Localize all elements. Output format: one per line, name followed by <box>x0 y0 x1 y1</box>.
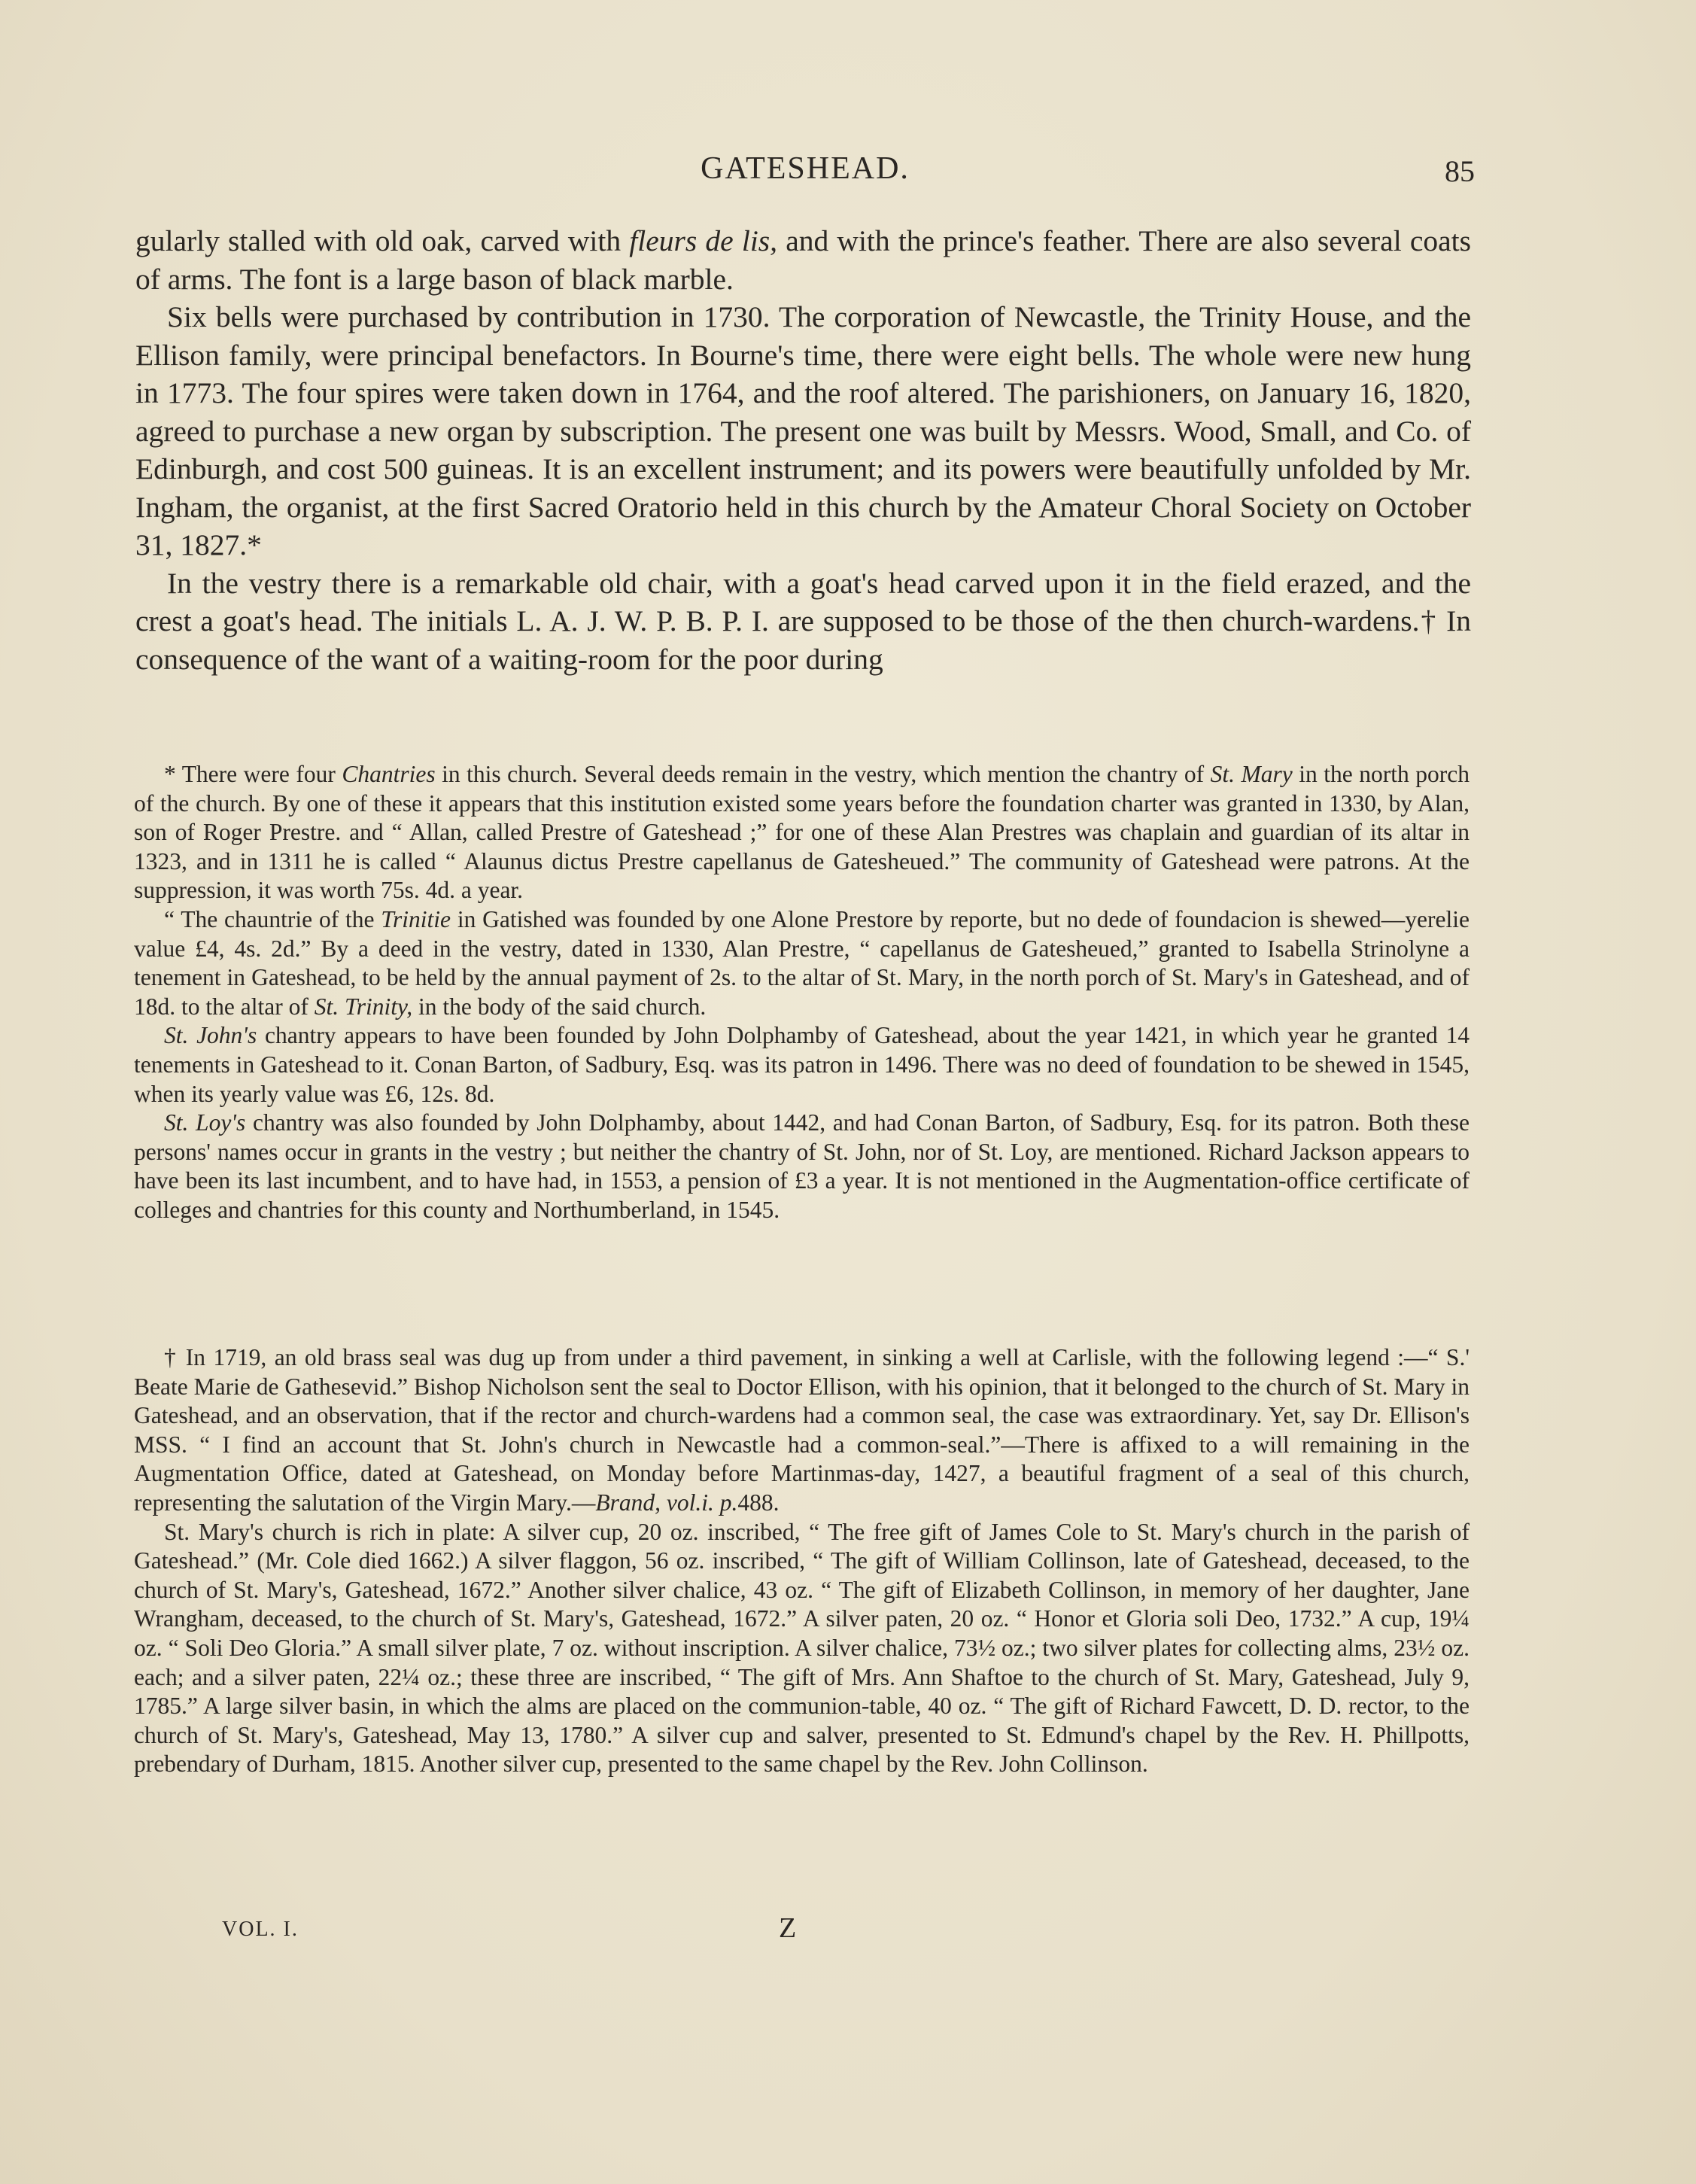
italic-run: Chantries <box>342 761 436 787</box>
paragraph-continuation <box>135 222 1471 298</box>
text-run: and with the prince's feather. There are also several coats of arms. The font is a large bason of black marble. <box>135 224 1471 296</box>
text-run: * There were four <box>164 761 342 787</box>
italic-run: St. Trinity, <box>314 993 413 1020</box>
main-text <box>135 222 1471 678</box>
italic-run: Trinitie <box>381 905 451 932</box>
italic-run: St. Loy's <box>164 1109 246 1136</box>
page-footer <box>135 1912 1471 1949</box>
text-run: † In 1719, an old brass seal was dug up from under a third pavement, in sinking a well at Carlisle, with the following legend :—“ S.' Beate Marie de Gathesevid.” Bishop Nicholson sent the seal to Doctor Ellison, with his opinion, that it belonged to the church of St. Mary in Gateshead, and an observation, that if the rector and church-wardens had a common seal, the case was extraordinary. Yet, say Dr. Ellison's MSS. “ I find an account that St. John's church in Newcastle had a common-seal.”—There is affixed to a will remaining in the Augmentation Office, dated at Gateshead, on Monday before Martinmas-day, 1427, a beautiful fragment of a seal of this church, representing the salutation of the Virgin Mary.— <box>134 1344 1470 1516</box>
text-run: chantry appears to have been founded by John Dolphamby of Gateshead, about the year 1421, in which year he granted 14 tenements in Gateshead to it. Conan Barton, of Sadbury, Esq. was its patron in 1496. There was no deed of foundation to be shewed in 1545, when its yearly value was £6, 12s. 8d. <box>134 1022 1470 1107</box>
text-run: chantry was also founded by John Dolphamby, about 1442, and had Conan Barton, of Sadbury, Esq. for its patron. Both these persons' names occur in grants in the vestry ; but neither the chantry of St. John, nor of St. Loy, are mentioned. Richard Jackson appears to have been its last incumbent, and to have had, in 1553, a pension of £3 a year. It is not mentioned in the Augmentation-office certificate of colleges and chantries for this county and Northumberland, in 1545. <box>134 1109 1470 1223</box>
page-number: 85 <box>1445 154 1475 188</box>
volume-label: VOL. I. <box>222 1918 299 1941</box>
footnote-paragraph <box>134 1343 1470 1518</box>
text-run: in the body of the said church. <box>412 993 707 1020</box>
text-run: in Gatished was founded by one Alone Prestore by reporte, but no dede of foundacion is shewed—yerelie value £4, 4s. 2d.” By a deed in the vestry, dated in 1330, Alan Prestre, “ capellanus de Gatesheued,” granted to Isabella Strinolyne a tenement in Gateshead, to be held by the annual payment of 2s. to the altar of St. Mary, in the north porch of St. Mary's in Gateshead, and of 18d. to the altar of <box>134 905 1470 1020</box>
running-title: GATESHEAD. <box>701 151 910 186</box>
paragraph-vestry: In the vestry there is a remarkable old chair, with a goat's head carved upon it in the field erazed, and the crest a goat's head. The initials L. A. J. W. P. B. P. I. are supposed to be those of the then church-wardens.† In consequence of the want of a waiting-room for the poor during <box>135 566 1471 676</box>
footnote-seal-and-plate <box>134 1343 1470 1779</box>
italic-run: Brand, vol.i. p. <box>595 1489 738 1516</box>
footnote-paragraph: St. Mary's church is rich in plate: A silver cup, 20 oz. inscribed, “ The free gift of James Cole to St. Mary's church in the parish of Gateshead.” (Mr. Cole died 1662.) A silver flaggon, 56 oz. inscribed, “ The gift of William Collinson, late of Gateshead, deceased, to the church of St. Mary's, Gateshead, 1672.” Another silver chalice, 43 oz. “ The gift of Elizabeth Collinson, in memory of her daughter, Jane Wrangham, deceased, to the church of St. Mary's, Gateshead, 1672.” A silver paten, 20 oz. “ Honor et Gloria soli Deo, 1732.” A cup, 19¼ oz. “ Soli Deo Gloria.” A small silver plate, 7 oz. without inscription. A silver chalice, 73½ oz.; two silver plates for collecting alms, 23½ oz. each; and a silver paten, 22¼ oz.; these three are inscribed, “ The gift of Mrs. Ann Shaftoe to the church of St. Mary, Gateshead, July 9, 1785.” A large silver basin, in which the alms are placed on the communion-table, 40 oz. “ The gift of Richard Fawcett, D. D. rector, to the church of St. Mary's, Gateshead, May 13, 1780.” A silver cup and salver, presented to St. Edmund's chapel by the Rev. H. Phillpotts, prebendary of Durham, 1815. Another silver cup, presented to the same chapel by the Rev. John Collinson. <box>134 1518 1470 1778</box>
footnote-paragraph <box>134 905 1470 1021</box>
text-run: in the north porch of the church. By one of these it appears that this institution existed some years before the foundation charter was granted in 1330, by Alan, son of Roger Prestre. and “ Allan, called Prestre of Gateshead ;” for one of these Alan Prestres was chaplain and guardian of its altar in 1323, and in 1311 he is called “ Alaunus dictus Prestre capellanus de Gatesheued.” The community of Gateshead were patrons. At the suppression, it was worth 75s. 4d. a year. <box>134 761 1470 904</box>
footnote-chantries <box>134 760 1470 1225</box>
paragraph-bells: Six bells were purchased by contribution in 1730. The corporation of Newcastle, the Trinity House, and the Ellison family, were principal benefactors. In Bourne's time, there were eight bells. The whole were new hung in 1773. The four spires were taken down in 1764, and the roof altered. The parishioners, on January 16, 1820, agreed to purchase a new organ by subscription. The present one was built by Messrs. Wood, Small, and Co. of Edinburgh, and cost 500 guineas. It is an excellent instrument; and its powers were beautifully unfolded by Mr. Ingham, the organist, at the first Sacred Oratorio held in this church by the Amateur Choral Society on October 31, 1827.* <box>135 300 1471 561</box>
text-run: gularly stalled with old oak, carved with <box>135 224 630 257</box>
italic-run: fleurs de lis, <box>629 224 778 257</box>
italic-run: St. John's <box>164 1022 257 1049</box>
footnote-paragraph <box>134 1109 1470 1224</box>
text-run: in this church. Several deeds remain in the vestry, which mention the chantry of <box>435 761 1211 787</box>
text-run: “ The chauntrie of the <box>164 905 381 932</box>
signature-mark: Z <box>779 1912 797 1944</box>
footnote-paragraph <box>134 760 1470 905</box>
italic-run: St. Mary <box>1210 761 1293 787</box>
running-head <box>135 151 1475 196</box>
text-run: 488. <box>737 1489 780 1516</box>
footnote-paragraph <box>134 1021 1470 1109</box>
